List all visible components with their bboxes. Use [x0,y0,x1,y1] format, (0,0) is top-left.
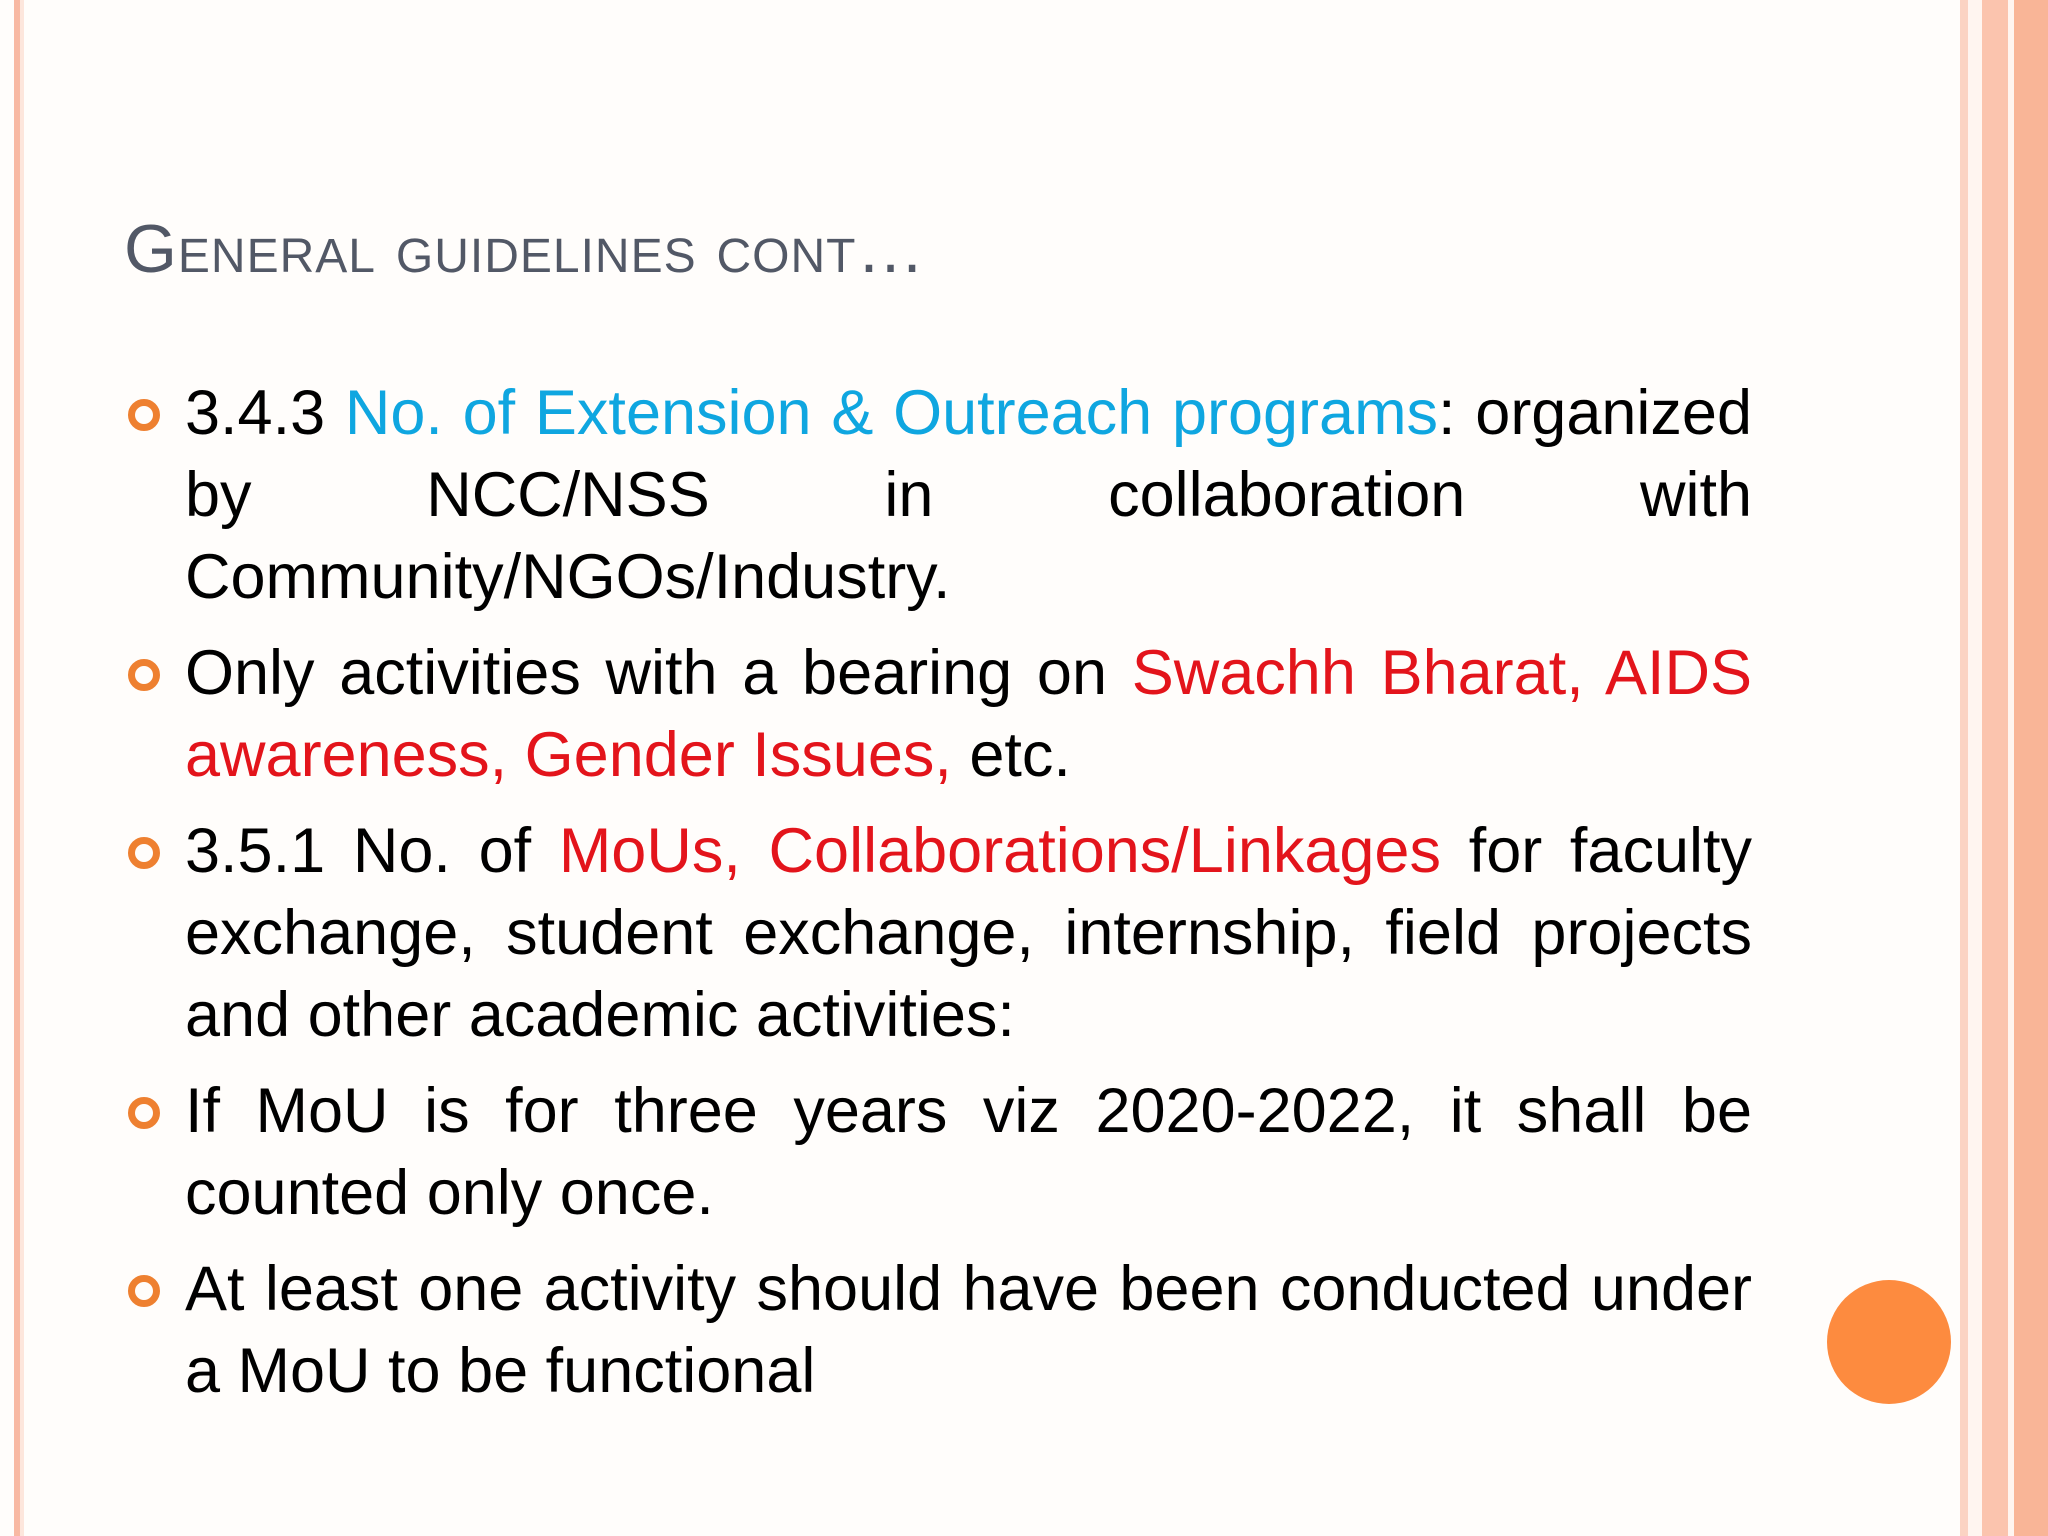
right-decor-stripe [1982,0,2008,1536]
hollow-circle-bullet-icon [128,1097,160,1129]
bullet-list [0,372,1800,1426]
bullet-text: If MoU is for three years viz 2020-2022, it shall be counted only once. [185,1076,1752,1228]
bullet-suffix: for faculty exchange, student exchange, internship, field projects and other academic activities: [185,816,1752,1050]
right-decor-stripe [2014,0,2048,1536]
bullet-prefix: Only activities with a bearing on [185,638,1132,708]
bullet-suffix: : organized by NCC/NSS in collaboration with Community/NGOs/Industry. [185,378,1752,612]
bullet-suffix: etc. [951,720,1071,790]
bullet-item-activities [0,632,1752,796]
bullet-item-mou-functional [0,1248,1752,1412]
orange-circle-decoration-icon [1827,1280,1951,1404]
bullet-item-extension-programs [0,372,1752,618]
right-decor-stripe [1960,0,1968,1536]
bullet-item-mou-duration [0,1070,1752,1234]
bullet-prefix: 3.5.1 No. of [185,816,559,886]
bullet-highlight: No. of Extension & Outreach programs [344,378,1439,448]
hollow-circle-bullet-icon [128,837,160,869]
hollow-circle-bullet-icon [128,659,160,691]
right-decor-stripe [1968,0,1982,1536]
bullet-highlight: MoUs, Collaborations/Linkages [558,816,1441,886]
hollow-circle-bullet-icon [128,399,160,431]
bullet-highlight: Swachh Bharat, AIDS awareness, Gender Issues, [185,638,1752,790]
hollow-circle-bullet-icon [128,1275,160,1307]
bullet-item-mous [0,810,1752,1056]
bullet-text: At least one activity should have been conducted under a MoU to be functional [185,1254,1752,1406]
slide-title: General guidelines cont… [124,211,926,287]
bullet-prefix: 3.4.3 [185,378,345,448]
